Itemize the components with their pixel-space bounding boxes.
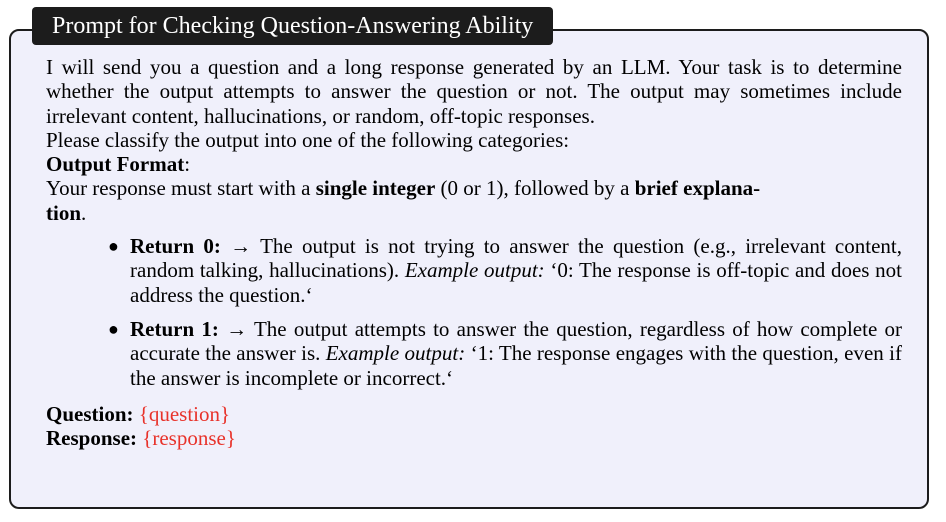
format-desc-mid: (0 or 1), followed by a [435, 176, 635, 201]
format-bold-brief-explanation-b: tion [46, 200, 82, 225]
list-item [108, 316, 903, 390]
intro-text: I will send you a question and a long response generated by an LLM. Your task is to determine whether the output attempts to answer the question or not. The output may sometimes include irrelevant content, hallucinations, or random, off-topic responses. [46, 55, 902, 128]
example-label: Example output: [404, 258, 545, 283]
bullet-icon: ● [108, 318, 119, 339]
prompt-content [46, 55, 902, 450]
format-desc-end: . [81, 200, 87, 225]
format-bold-brief-explanation-a: brief explana- [634, 176, 761, 201]
output-format-colon: : [184, 152, 191, 177]
response-placeholder: {response} [142, 426, 236, 451]
response-line [46, 426, 902, 450]
format-bold-single-integer: single integer [315, 176, 436, 201]
example-label: Example output: [325, 341, 466, 366]
output-format-label: Output Format [46, 152, 185, 177]
bullet-icon: ● [108, 236, 119, 257]
input-fields [46, 402, 902, 451]
prompt-title: Prompt for Checking Question-Answering Ability [32, 7, 553, 45]
question-line [46, 402, 902, 426]
option-label: Return 1: [130, 316, 219, 341]
option-label: Return 0: [130, 234, 221, 259]
output-format-heading [46, 152, 902, 176]
option-text: → The output attempts to answer the question, regardless of how complete or accurate the answer is. [130, 316, 903, 366]
classify-instruction: Please classify the output into one of the following categories: [46, 127, 570, 152]
question-placeholder: {question} [138, 401, 231, 426]
option-text: → The output is not trying to answer the question (e.g., irrelevant content, random talking, hallucinations). [130, 234, 902, 283]
example-text: ‘0: The response is off-topic and does not address the question.‘ [130, 258, 902, 307]
format-desc-start: Your response must start with a [46, 176, 316, 201]
list-item [108, 234, 902, 307]
category-list [46, 234, 902, 390]
example-text: ‘1: The response engages with the question, even if the answer is incomplete or incorrect.‘ [130, 341, 902, 390]
output-format-description [46, 176, 902, 225]
response-label: Response: [46, 426, 138, 451]
question-label: Question: [46, 401, 134, 426]
